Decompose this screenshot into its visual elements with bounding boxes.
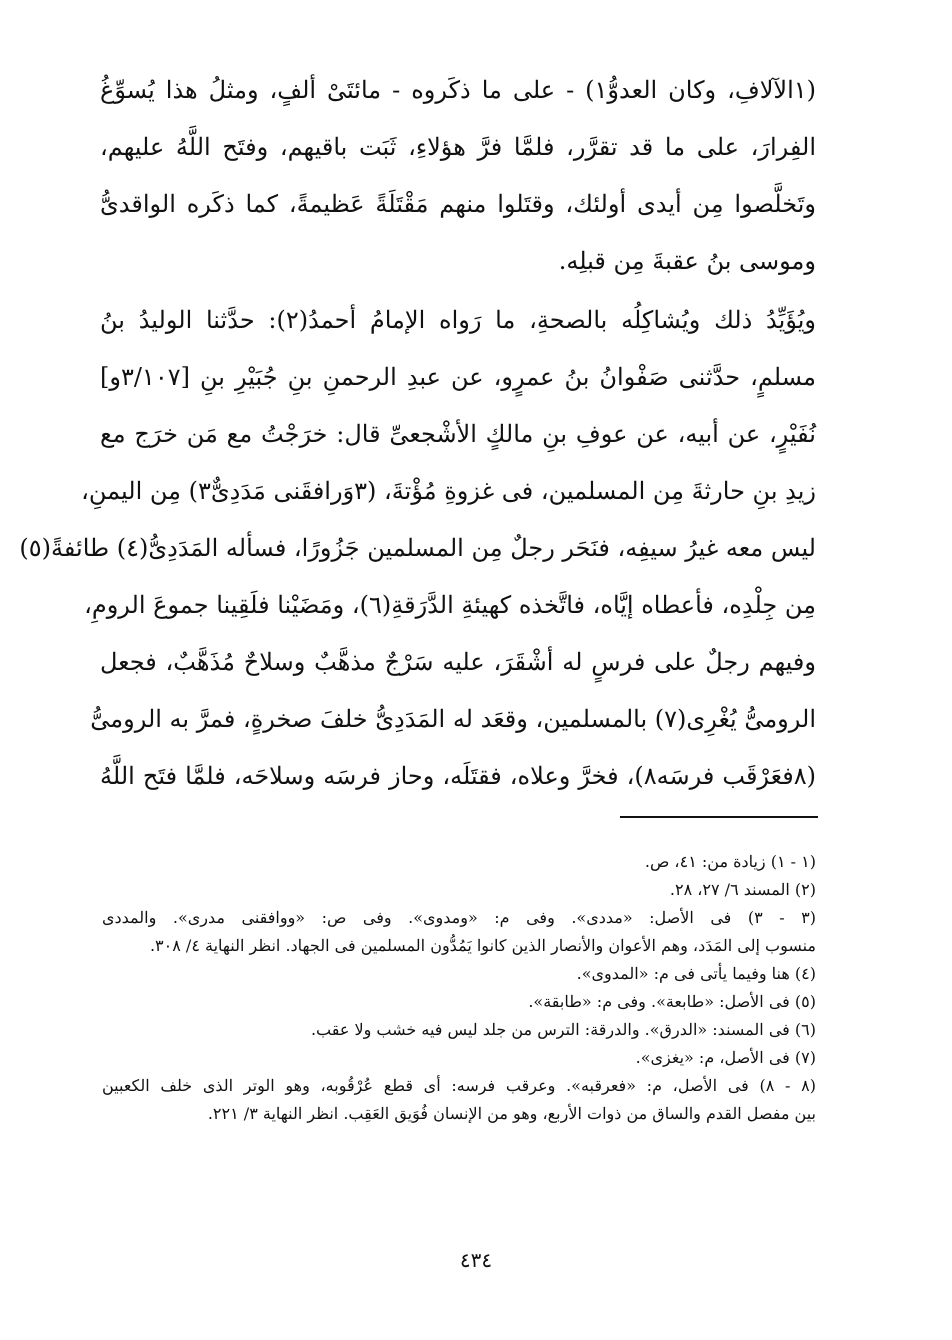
text-line: زيدِ بنِ حارثةَ مِن المسلمين، فى غزوةِ مُؤْتةَ، (٣وَرافقَنى مَدَدِىٌّ٣) مِن اليمنِ، — [81, 477, 816, 505]
footnote: (٧) فى الأصل، م: «يغزى». — [635, 1048, 816, 1067]
footnote: (٨ - ٨) فى الأصل، م: «فعرقبه». وعرقب فرسه: أى قطع عُرْقُوبه، وهو الوتر الذى خلف الكعبين — [102, 1076, 816, 1095]
footnote: (٤) هنا وفيما يأتى فى م: «المدوى». — [576, 964, 816, 983]
page-number: ٤٣٤ — [459, 1248, 493, 1272]
footnote: (٦) فى المسند: «الدرق». والدرقة: الترس من جلد ليس فيه خشب ولا عقب. — [310, 1020, 816, 1039]
footnote: بين مفصل القدم والساق من ذوات الأربع، وهو من الإنسان فُوَيق العَقِب. انظر النهاية ٣/ ٢٢١. — [207, 1104, 816, 1123]
text-line: الرومىُّ يُغْرِى(٧) بالمسلمين، وقعَد له المَدَدِىُّ خلفَ صخرةٍ، فمرَّ به الرومىُّ — [90, 705, 816, 733]
text-line: وموسى بنُ عقبةَ مِن قبلِه. — [558, 247, 816, 275]
text-line: ويُؤَيِّدُ ذلك ويُشاكِلُه بالصحةِ، ما رَواه الإمامُ أحمدُ(٢): حدَّثنا الوليدُ بنُ — [100, 306, 817, 334]
footnote: (٣ - ٣) فى الأصل: «مددى». وفى م: «ومدوى». وفى ص: «ووافقنى مدرى». والمددى — [102, 908, 816, 927]
footnote: (١ - ١) زيادة من: ٤١، ص. — [644, 852, 816, 871]
footnote-separator — [620, 816, 818, 818]
main-text — [19, 62, 817, 805]
text-line: وتَخلَّصوا مِن أيدى أولئك، وقتَلوا منهم مَقْتَلَةً عَظيمةً، كما ذكَره الواقدىُّ — [100, 190, 816, 218]
text-line: الفِرارَ، على ما قد تقرَّر، فلمَّا فرَّ هؤلاءِ، ثَبَت باقيهم، وفتَح اللَّهُ عليهم، — [100, 133, 816, 161]
footnote: (٥) فى الأصل: «طابعة». وفى م: «طابقة». — [528, 992, 816, 1011]
text-line: وفيهم رجلٌ على فرسٍ له أشْقَرَ، عليه سَرْجٌ مذهَّبٌ وسلاحٌ مُذَهَّبٌ، فجعل — [100, 648, 816, 676]
text-line: (١الآلافِ، وكان العدوُّ١) - على ما ذكَروه - مائتَىْ ألفٍ، ومثلُ هذا يُسوِّغُ — [100, 76, 816, 104]
text-line: ليس معه غيرُ سيفِه، فنَحَر رجلٌ مِن المسلمين جَزُورًا، فسأله المَدَدِىُّ(٤) طائفةً(٥) — [19, 534, 816, 562]
text-line: نُفَيْرٍ، عن أبيه، عن عوفِ بنِ مالكٍ الأشْجعىِّ قال: خرَجْتُ مع مَن خرَج مع — [100, 420, 816, 448]
footnotes — [102, 848, 816, 1128]
text-line: مسلمٍ، حدَّثنى صَفْوانُ بنُ عمرٍو، عن عبدِ الرحمنِ بنِ جُبَيْرِ بنِ [٣/١٠٧و] — [100, 363, 816, 391]
footnote: (٢) المسند ٦/ ٢٧، ٢٨. — [669, 880, 816, 899]
text-line: (٨فعَرْقَب فرسَه٨)، فخرَّ وعلاه، فقتَلَه، وحاز فرسَه وسلاحَه، فلمَّا فتَح اللَّهُ — [100, 762, 816, 790]
text-line: مِن جِلْدِه، فأعطاه إيَّاه، فاتَّخذه كهيئةِ الدَّرَقةِ(٦)، ومَضَيْنا فلَقِينا جموعَ الرومِ، — [84, 591, 816, 619]
footnote: منسوب إلى المَدَد، وهم الأعوان والأنصار الذين كانوا يَمُدُّون المسلمين فى الجهاد. انظر النهاية ٤/ ٣٠٨. — [149, 936, 816, 955]
